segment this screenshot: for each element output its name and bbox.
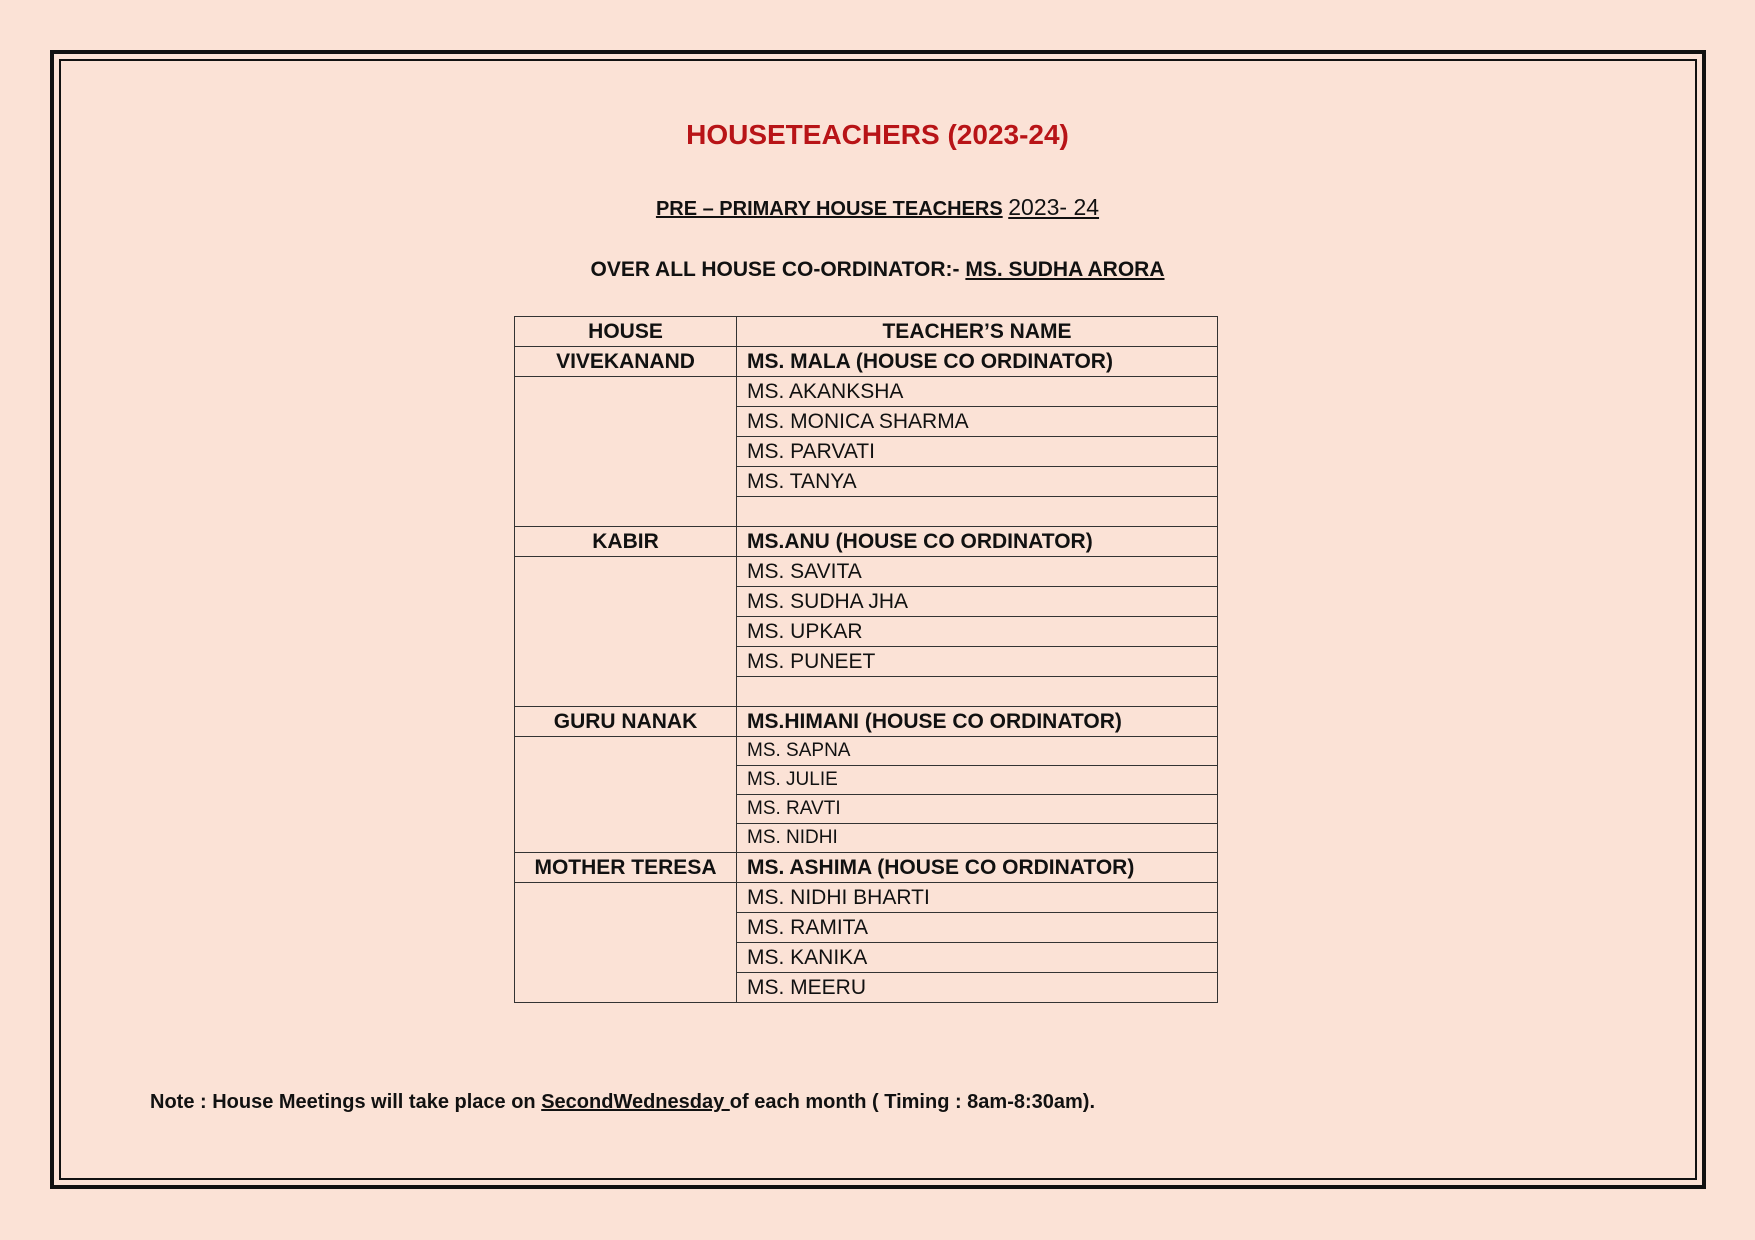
house-name: VIVEKANAND [515, 347, 737, 377]
house-cell-span [515, 377, 737, 527]
teacher-name: MS. PUNEET [737, 647, 1218, 677]
teacher-name: MS. RAVTI [737, 795, 1218, 824]
house-cell-span [515, 737, 737, 853]
teacher-name: MS. NIDHI BHARTI [737, 883, 1218, 913]
page-subtitle [0, 194, 1755, 221]
teacher-name: MS. SUDHA JHA [737, 587, 1218, 617]
column-header: TEACHER’S NAME [737, 317, 1218, 347]
teacher-name [737, 497, 1218, 527]
teacher-name: MS. KANIKA [737, 943, 1218, 973]
teacher-name: MS. TANYA [737, 467, 1218, 497]
house-coordinator: MS. MALA (HOUSE CO ORDINATOR) [737, 347, 1218, 377]
teacher-row [515, 377, 1218, 407]
house-coordinator: MS.ANU (HOUSE CO ORDINATOR) [737, 527, 1218, 557]
teacher-name: MS. AKANKSHA [737, 377, 1218, 407]
house-row [515, 347, 1218, 377]
table-header-row [515, 317, 1218, 347]
house-row [515, 707, 1218, 737]
teacher-name: MS. NIDHI [737, 824, 1218, 853]
meeting-note [150, 1091, 1095, 1114]
house-name: MOTHER TERESA [515, 853, 737, 883]
house-cell-span [515, 883, 737, 1003]
house-cell-span [515, 557, 737, 707]
teacher-name: MS. UPKAR [737, 617, 1218, 647]
note-suffix: of each month ( Timing : 8am-8:30am). [729, 1091, 1096, 1113]
subtitle-year: 2023- 24 [1008, 194, 1100, 220]
teacher-name: MS. MONICA SHARMA [737, 407, 1218, 437]
house-teachers-table [514, 316, 1218, 1003]
teacher-name [737, 677, 1218, 707]
page-title: HOUSETEACHERS (2023-24) [686, 119, 1069, 150]
table-body [515, 317, 1218, 1003]
overall-coordinator [0, 258, 1755, 282]
teacher-name: MS. SAPNA [737, 737, 1218, 766]
teacher-name: MS. SAVITA [737, 557, 1218, 587]
teacher-row [515, 557, 1218, 587]
teacher-name: MS. PARVATI [737, 437, 1218, 467]
teacher-name: MS. MEERU [737, 973, 1218, 1003]
teacher-name: MS. JULIE [737, 766, 1218, 795]
house-row [515, 853, 1218, 883]
note-prefix: Note : House Meetings will take place on [150, 1091, 542, 1113]
house-name: KABIR [515, 527, 737, 557]
coordinator-name: MS. SUDHA ARORA [965, 258, 1165, 281]
teacher-row [515, 737, 1218, 766]
house-coordinator: MS. ASHIMA (HOUSE CO ORDINATOR) [737, 853, 1218, 883]
house-coordinator: MS.HIMANI (HOUSE CO ORDINATOR) [737, 707, 1218, 737]
note-day: SecondWednesday [541, 1091, 730, 1113]
house-name: GURU NANAK [515, 707, 737, 737]
house-row [515, 527, 1218, 557]
subtitle-label: PRE – PRIMARY HOUSE TEACHERS [655, 198, 1003, 220]
column-header: HOUSE [515, 317, 737, 347]
coordinator-label: OVER ALL HOUSE CO-ORDINATOR:- [590, 258, 960, 281]
teacher-row [515, 883, 1218, 913]
teacher-name: MS. RAMITA [737, 913, 1218, 943]
